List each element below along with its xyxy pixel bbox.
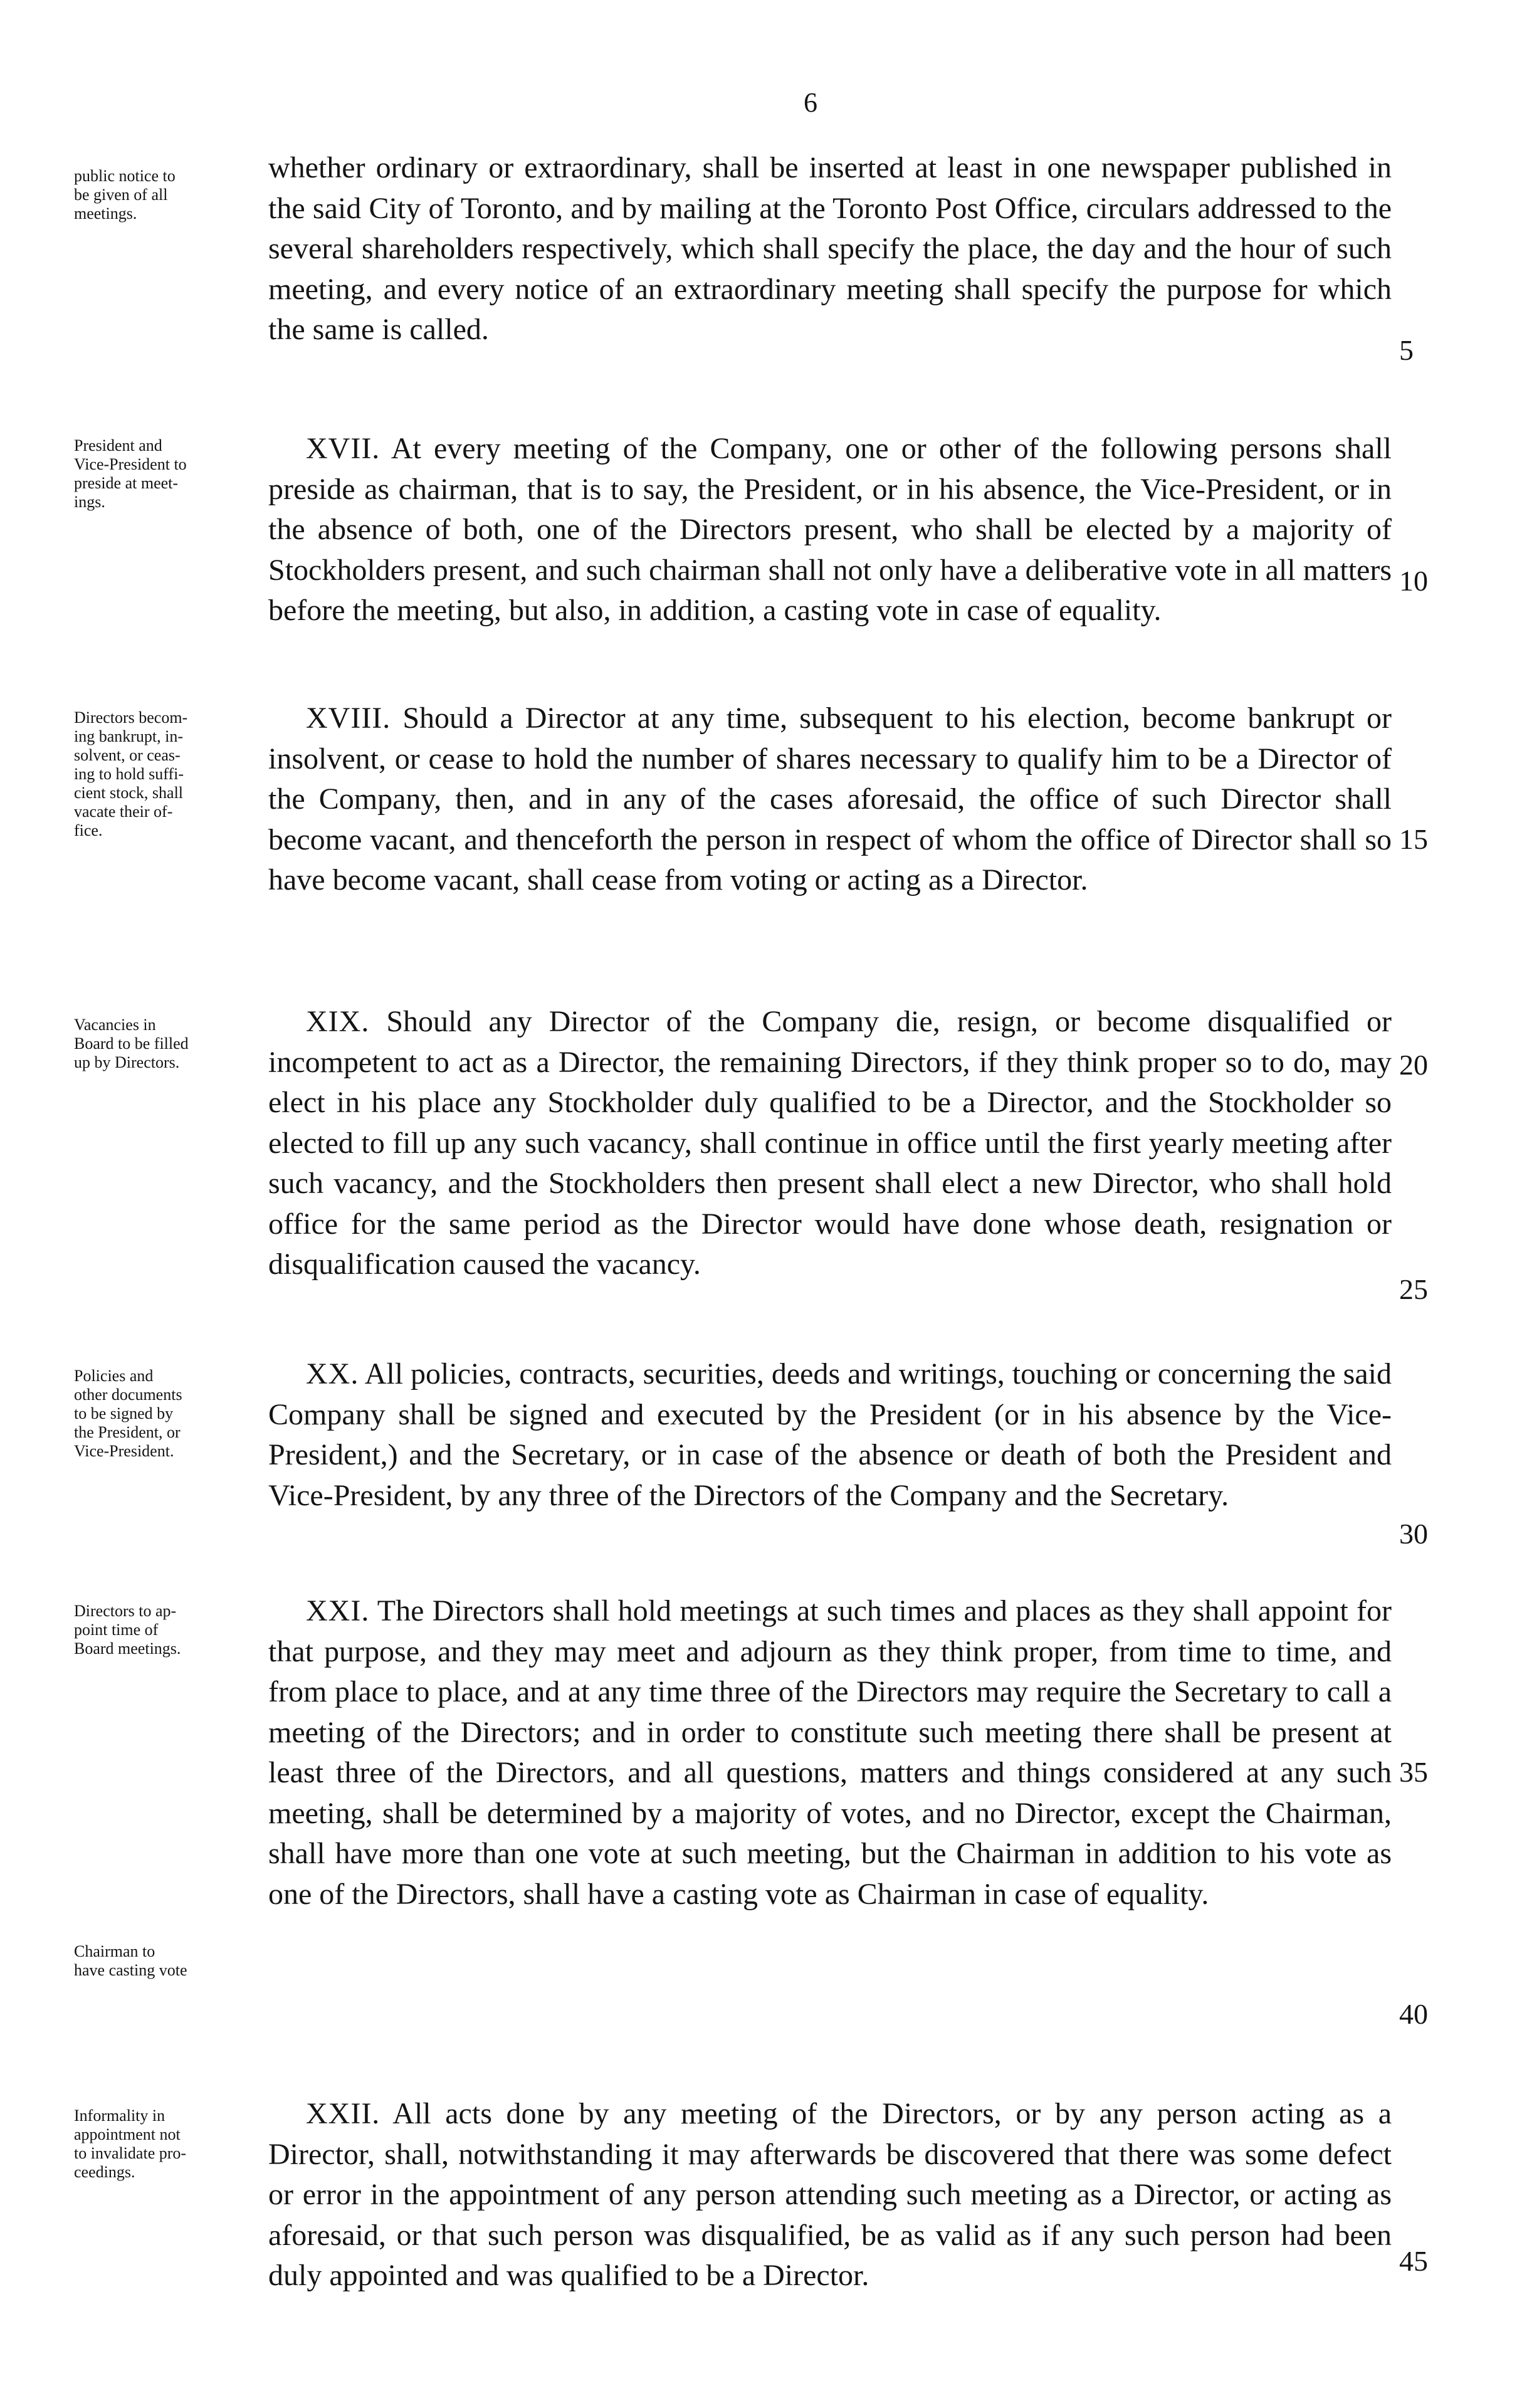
page-number: 6 bbox=[804, 87, 817, 118]
section-number: XXII. bbox=[306, 2097, 381, 2130]
section-number: XXI. bbox=[306, 1594, 370, 1627]
section-number: XX. bbox=[306, 1357, 359, 1391]
section-text: All policies, contracts, securities, deeds and writings, touching or concerning the said Company shall be signed and executed by the President (or in his absence by the Vice-President,) and the Secretary, or in case of the absence or death of both the President and Vice-President, by any three of the Directors of the Company and the Secretary. bbox=[268, 1357, 1392, 1512]
section-xxii-text bbox=[268, 2094, 1392, 2296]
margin-note-informality: Informality in appointment not to invalidate pro- ceedings. bbox=[74, 2106, 187, 2181]
section-xxi-text bbox=[268, 1591, 1392, 1915]
margin-note-board-meetings: Directors to ap- point time of Board meetings. bbox=[74, 1602, 181, 1658]
margin-note-directors-bankrupt: Directors becom- ing bankrupt, in- solvent, or ceas- ing to hold suffi- cient stock, shall vacate their of- fice. bbox=[74, 708, 188, 839]
margin-note-vacancies: Vacancies in Board to be filled up by Directors. bbox=[74, 1016, 189, 1071]
line-number-45: 45 bbox=[1399, 2245, 1428, 2277]
section-text: All acts done by any meeting of the Directors, or by any person acting as a Director, shall, notwithstanding it may afterwards be discovered that there was some defect or error in the appointment of any person attending such meeting as a Director, or acting as aforesaid, or that such person was disqualified, be as valid as if any such person had been duly appointed and was qualified to be a Director. bbox=[268, 2097, 1392, 2292]
section-text: The Directors shall hold meetings at such times and places as they shall appoint for that purpose, and they may meet and adjourn as they think proper, from time to time, and from place to place, and at any time three of the Directors may require the Secretary to call a meeting of the Directors; and in order to constitute such meeting there shall be present at least three of the Directors, and all questions, matters and things considered at any such meeting, shall be determined by a majority of votes, and no Director, except the Chairman, shall have more than one vote at such meeting, but the Chairman in addition to his vote as one of the Directors, shall have a casting vote as Chairman in case of equality. bbox=[268, 1594, 1392, 1911]
section-text: whether ordinary or extraordinary, shall be inserted at least in one newspaper published in the said City of Toronto, and by mailing at the Toronto Post Office, circulars addressed to the several shareholders respectively, which shall specify the place, the day and the hour of such meeting, and every notice of an extraordinary meeting shall specify the purpose for which the same is called. bbox=[268, 151, 1392, 346]
line-number-25: 25 bbox=[1399, 1273, 1428, 1305]
line-number-35: 35 bbox=[1399, 1756, 1428, 1788]
section-xviii-text bbox=[268, 698, 1392, 901]
line-number-10: 10 bbox=[1399, 565, 1428, 597]
line-number-15: 15 bbox=[1399, 823, 1428, 855]
section-text: At every meeting of the Company, one or other of the following persons shall preside as chairman, that is to say, the President, or in his absence, the Vice-President, or in the absence of both, one of the Directors present, who shall be elected by a majority of Stockholders present, and such chairman shall not only have a deliberative vote in all matters before the meeting, but also, in addition, a casting vote in case of equality. bbox=[268, 432, 1392, 627]
section-number: XVII. bbox=[306, 432, 381, 465]
section-xix-text bbox=[268, 1002, 1392, 1285]
margin-note-president-preside: President and Vice-President to preside at meet- ings. bbox=[74, 436, 187, 511]
margin-note-chairman-casting-vote: Chairman to have casting vote bbox=[74, 1942, 187, 1979]
section-xvii-text bbox=[268, 429, 1392, 631]
margin-note-public-notice: public notice to be given of all meetings. bbox=[74, 167, 176, 223]
line-number-5: 5 bbox=[1399, 334, 1414, 366]
section-text: Should any Director of the Company die, resign, or become disqualified or incompetent to act as a Director, the remaining Directors, if they think proper so to do, may elect in his place any Stockholder duly qualified to be a Director, and the Stockholder so elected to fill up any such vacancy, shall continue in office until the first yearly meeting after such vacancy, and the Stockholders then present shall elect a new Director, who shall hold office for the same period as the Director would have done whose death, resignation or disqualification caused the vacancy. bbox=[268, 1005, 1392, 1281]
margin-note-policies: Policies and other documents to be signed by the President, or Vice-President. bbox=[74, 1367, 182, 1460]
section-notice-text bbox=[268, 148, 1392, 350]
line-number-30: 30 bbox=[1399, 1518, 1428, 1550]
section-text: Should a Director at any time, subsequent to his election, become bankrupt or insolvent, or cease to hold the number of shares necessary to qualify him to be a Director of the Company, then, and in any of the cases aforesaid, the office of such Director shall become vacant, and thenceforth the person in respect of whom the office of Director shall so have become vacant, shall cease from voting or acting as a Director. bbox=[268, 702, 1392, 896]
line-number-20: 20 bbox=[1399, 1049, 1428, 1081]
section-xx-text bbox=[268, 1354, 1392, 1516]
line-number-40: 40 bbox=[1399, 1998, 1428, 2030]
section-number: XIX. bbox=[306, 1005, 370, 1038]
section-number: XVIII. bbox=[306, 702, 391, 735]
